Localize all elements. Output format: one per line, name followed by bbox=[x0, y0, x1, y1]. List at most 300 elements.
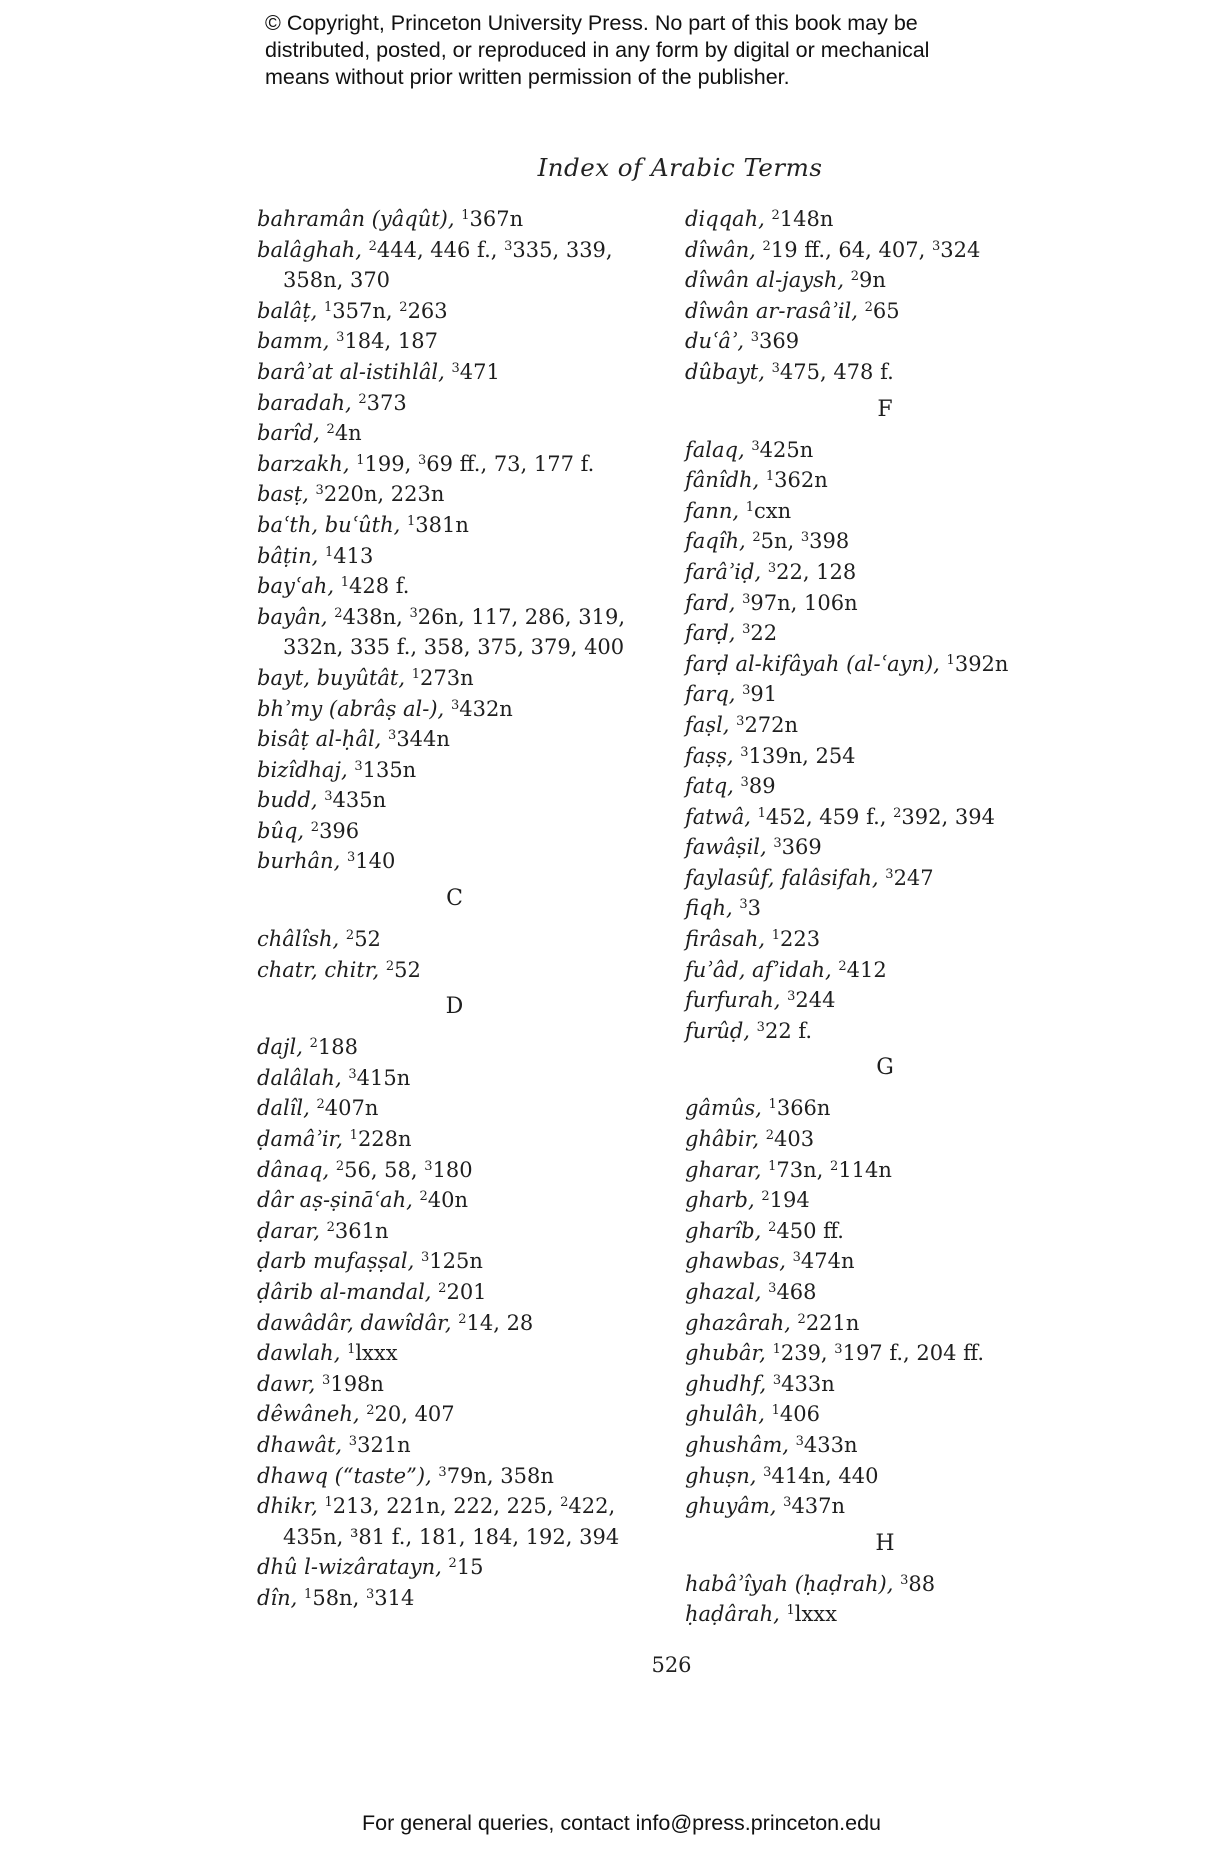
copyright-line: means without prior written permission of the publisher. bbox=[265, 65, 790, 89]
index-term: dawâdâr, dawîdâr, bbox=[257, 1310, 452, 1335]
page-reference: 194 bbox=[769, 1188, 810, 1213]
index-entry bbox=[257, 449, 652, 480]
index-term: farâʾiḍ, bbox=[685, 559, 762, 584]
page-reference: 344n bbox=[396, 727, 450, 752]
volume-number: 3 bbox=[504, 238, 513, 254]
index-term: dawr, bbox=[257, 1371, 316, 1396]
volume-number: 1 bbox=[765, 469, 775, 485]
page-reference: 438n, bbox=[342, 604, 403, 629]
copyright-line: © Copyright, Princeton University Press. No part of this book may be bbox=[265, 11, 918, 35]
index-entry bbox=[257, 755, 652, 786]
index-entry bbox=[685, 802, 1085, 833]
index-term: firâsah, bbox=[685, 927, 766, 952]
index-entry bbox=[685, 465, 1085, 496]
volume-number: 3 bbox=[409, 605, 418, 621]
page-reference: lxxx bbox=[794, 1602, 837, 1627]
volume-number: 3 bbox=[742, 591, 751, 607]
index-entry bbox=[257, 326, 652, 357]
index-entry-continuation: 435n, ³81 f., 181, 184, 192, 394 bbox=[283, 1524, 620, 1549]
index-term: dîn, bbox=[257, 1585, 298, 1610]
index-entry bbox=[257, 388, 652, 419]
index-entry bbox=[257, 1185, 652, 1216]
page-reference: 432n bbox=[459, 696, 513, 721]
page-number: 526 bbox=[651, 1653, 692, 1677]
volume-number: 1 bbox=[768, 1158, 777, 1174]
page-reference: 335, 339, bbox=[512, 237, 613, 262]
page-reference: 396 bbox=[319, 818, 360, 843]
index-term: baradah, bbox=[257, 390, 352, 415]
volume-number: 3 bbox=[834, 1342, 843, 1358]
volume-number: 2 bbox=[419, 1189, 428, 1205]
copyright-line: distributed, posted, or reproduced in any form by digital or mechanical bbox=[265, 38, 930, 62]
page-reference: 247 bbox=[893, 865, 934, 890]
index-term: fann, bbox=[685, 498, 740, 523]
index-term: fard, bbox=[685, 590, 736, 615]
volume-number: 1 bbox=[324, 1495, 333, 1511]
volume-number: 2 bbox=[368, 238, 377, 254]
index-term: dalîl, bbox=[257, 1096, 310, 1121]
volume-number: 3 bbox=[885, 866, 894, 882]
index-entry bbox=[685, 1016, 1085, 1047]
page-reference: 450 ff. bbox=[776, 1218, 844, 1243]
volume-number: 2 bbox=[326, 1219, 335, 1235]
index-term: bahramân (yâqût), bbox=[257, 207, 455, 231]
page-reference: 422, bbox=[568, 1494, 616, 1519]
page-reference: 414n, 440 bbox=[771, 1463, 879, 1488]
page-reference: 435n bbox=[332, 788, 387, 813]
page-reference: 412 bbox=[846, 957, 887, 982]
index-entry bbox=[685, 741, 1085, 772]
volume-number: 2 bbox=[762, 238, 771, 254]
page-reference: 381n bbox=[415, 512, 469, 537]
page-reference: 220n, 223n bbox=[323, 482, 445, 507]
page-reference: 425n bbox=[759, 437, 814, 462]
index-entry bbox=[685, 435, 1085, 466]
volume-number: 1 bbox=[349, 1128, 358, 1144]
index-entry bbox=[685, 1216, 1085, 1247]
index-term: farḍ, bbox=[685, 621, 736, 646]
index-entry bbox=[257, 955, 652, 986]
index-term: bayʿah, bbox=[257, 574, 334, 599]
volume-number: 3 bbox=[931, 238, 941, 254]
volume-number: 2 bbox=[399, 299, 408, 315]
index-letter-heading: C bbox=[446, 886, 463, 912]
page-reference: 15 bbox=[456, 1555, 484, 1580]
index-term: ghazal, bbox=[685, 1280, 762, 1304]
volume-number: 2 bbox=[309, 1036, 318, 1052]
index-entry bbox=[257, 1063, 652, 1094]
volume-number: 3 bbox=[348, 1433, 358, 1449]
volume-number: 2 bbox=[797, 1311, 806, 1327]
index-term: ḍarb mufaṣṣal, bbox=[257, 1249, 415, 1274]
page-reference: 40n bbox=[427, 1188, 468, 1213]
index-term: fatq, bbox=[685, 774, 734, 799]
index-entry bbox=[257, 1552, 652, 1583]
index-term: dhawq (“taste”), bbox=[257, 1463, 432, 1488]
index-entry bbox=[257, 1430, 652, 1461]
page-reference: 433n bbox=[803, 1432, 858, 1457]
volume-number: 2 bbox=[326, 422, 335, 438]
index-entry bbox=[257, 1124, 652, 1155]
page-reference: 244 bbox=[795, 988, 836, 1013]
index-term: dêwâneh, bbox=[257, 1402, 360, 1427]
index-entry bbox=[257, 694, 652, 725]
index-term: habâʾîyah (ḥaḍrah), bbox=[685, 1571, 894, 1596]
volume-number: 1 bbox=[771, 1403, 780, 1419]
volume-number: 2 bbox=[458, 1311, 467, 1327]
index-term: fânîdh, bbox=[685, 468, 760, 493]
index-term: diqqah, bbox=[685, 207, 765, 231]
page-reference: 223 bbox=[780, 927, 821, 952]
volume-number: 2 bbox=[358, 391, 367, 407]
volume-number: 3 bbox=[742, 622, 751, 638]
page-reference: 125n bbox=[429, 1249, 483, 1274]
volume-number: 2 bbox=[448, 1556, 457, 1572]
index-term: faylasûf, falâsifah, bbox=[685, 865, 879, 890]
page-reference: 361n bbox=[334, 1218, 389, 1243]
page-reference: 14, 28 bbox=[466, 1310, 534, 1335]
page-reference: 73n, bbox=[776, 1157, 824, 1182]
index-entry bbox=[685, 235, 1085, 266]
page-reference: 468 bbox=[776, 1280, 817, 1304]
index-entry bbox=[685, 1124, 1085, 1155]
index-term: faṣl, bbox=[685, 712, 730, 737]
index-entry bbox=[257, 1338, 652, 1369]
index-entry bbox=[685, 955, 1085, 986]
index-entry bbox=[685, 771, 1085, 802]
page-reference: 407n bbox=[324, 1096, 379, 1121]
volume-number: 1 bbox=[786, 1603, 795, 1619]
index-term: bayân, bbox=[257, 604, 328, 629]
page-reference: 180 bbox=[432, 1157, 473, 1182]
volume-number: 3 bbox=[736, 713, 745, 729]
index-entry bbox=[257, 357, 652, 388]
index-term: châlîsh, bbox=[257, 927, 340, 952]
page-reference: 228n bbox=[357, 1127, 412, 1152]
index-term: fiqh, bbox=[685, 896, 733, 921]
page-reference: 413 bbox=[333, 543, 374, 568]
index-term: furûḍ, bbox=[685, 1018, 750, 1043]
index-entry bbox=[257, 1155, 652, 1186]
volume-number: 3 bbox=[787, 989, 796, 1005]
page-reference: 367n bbox=[469, 207, 524, 231]
page-reference: 199, bbox=[364, 451, 412, 476]
index-entry bbox=[257, 1032, 652, 1063]
volume-number: 3 bbox=[336, 330, 345, 346]
index-term: ḍamâʾir, bbox=[257, 1127, 343, 1152]
index-term: bhʾmy (abrâṣ al-), bbox=[257, 696, 445, 721]
index-entry bbox=[257, 418, 652, 449]
volume-number: 3 bbox=[450, 697, 460, 713]
index-term: ghawbas, bbox=[685, 1249, 786, 1274]
volume-number: 2 bbox=[752, 530, 761, 546]
volume-number: 2 bbox=[560, 1495, 569, 1511]
volume-number: 3 bbox=[348, 1066, 357, 1082]
volume-number: 1 bbox=[757, 805, 766, 821]
index-term: ḥaḍârah, bbox=[685, 1602, 780, 1627]
page-reference: 475, 478 f. bbox=[779, 359, 894, 384]
volume-number: 3 bbox=[315, 483, 324, 499]
page-reference: 373 bbox=[366, 390, 407, 415]
index-letter-heading: D bbox=[445, 994, 464, 1020]
volume-number: 3 bbox=[792, 1250, 801, 1266]
index-entry bbox=[257, 785, 652, 816]
index-term: bayt, buyûtât, bbox=[257, 665, 406, 690]
index-term: ghâbir, bbox=[685, 1127, 760, 1152]
index-term: dajl, bbox=[257, 1035, 303, 1060]
page-reference: 79n, 358n bbox=[446, 1463, 554, 1488]
page-reference: 362n bbox=[774, 468, 828, 493]
page-reference: 9n bbox=[859, 268, 886, 293]
page-reference: 471 bbox=[459, 359, 500, 384]
page-reference: 148n bbox=[779, 207, 834, 231]
index-term: dhikr, bbox=[257, 1494, 318, 1519]
page-title: Index of Arabic Terms bbox=[537, 153, 823, 182]
index-term: bûq, bbox=[257, 818, 305, 843]
volume-number: 2 bbox=[335, 1158, 345, 1174]
page-reference: 135n bbox=[362, 757, 417, 782]
index-entry bbox=[685, 1430, 1085, 1461]
volume-number: 3 bbox=[900, 1572, 909, 1588]
index-entry bbox=[685, 832, 1085, 863]
page-reference: 188 bbox=[317, 1035, 358, 1060]
volume-number: 2 bbox=[838, 958, 847, 974]
index-entry bbox=[685, 1461, 1085, 1492]
volume-number: 3 bbox=[324, 789, 333, 805]
volume-number: 2 bbox=[771, 208, 780, 223]
volume-number: 3 bbox=[767, 560, 777, 576]
page-reference: 52 bbox=[394, 957, 421, 982]
volume-number: 1 bbox=[768, 1097, 777, 1113]
volume-number: 2 bbox=[830, 1158, 839, 1174]
volume-number: 1 bbox=[325, 544, 334, 560]
index-entry bbox=[685, 557, 1085, 588]
index-term: dânaq, bbox=[257, 1157, 330, 1182]
page-reference: 369 bbox=[781, 835, 822, 860]
volume-number: 1 bbox=[771, 928, 781, 944]
index-term: baʿth, buʿûth, bbox=[257, 512, 401, 537]
index-entry bbox=[257, 816, 652, 847]
page-reference: 273n bbox=[420, 665, 474, 690]
index-term: gharîb, bbox=[685, 1218, 762, 1243]
volume-number: 1 bbox=[461, 208, 470, 223]
page-reference: 91 bbox=[750, 682, 778, 707]
page-title-wrap bbox=[0, 153, 1225, 182]
page-reference: 97n, 106n bbox=[750, 590, 858, 615]
volume-number: 1 bbox=[772, 1342, 781, 1358]
index-entry bbox=[685, 1185, 1085, 1216]
volume-number: 3 bbox=[772, 1372, 782, 1388]
page-reference: 428 f. bbox=[348, 574, 410, 599]
index-term: gâmûs, bbox=[685, 1096, 762, 1121]
index-entry bbox=[257, 571, 652, 602]
volume-number: 3 bbox=[388, 728, 397, 744]
index-term: dalâlah, bbox=[257, 1065, 342, 1090]
page-reference: 198n bbox=[330, 1371, 384, 1396]
volume-number: 2 bbox=[438, 1281, 447, 1296]
volume-number: 3 bbox=[742, 683, 751, 699]
page-reference: 89 bbox=[748, 774, 776, 799]
index-term: budd, bbox=[257, 788, 318, 813]
index-entry bbox=[685, 1155, 1085, 1186]
volume-number: 3 bbox=[322, 1372, 331, 1388]
index-term: farq, bbox=[685, 682, 736, 707]
volume-number: 3 bbox=[750, 330, 760, 346]
index-term: dîwân al-jaysh, bbox=[685, 268, 845, 293]
index-entry bbox=[685, 1308, 1085, 1339]
volume-number: 3 bbox=[354, 758, 363, 774]
volume-number: 3 bbox=[763, 1464, 772, 1480]
volume-number: 3 bbox=[795, 1433, 804, 1449]
index-entry bbox=[685, 1369, 1085, 1400]
page-reference: 5n, bbox=[760, 529, 795, 554]
footer-contact: For general queries, contact info@press.princeton.edu bbox=[361, 1811, 881, 1835]
volume-number: 1 bbox=[745, 499, 754, 515]
volume-number: 1 bbox=[946, 652, 955, 668]
volume-number: 2 bbox=[850, 269, 860, 285]
index-entry bbox=[685, 710, 1085, 741]
index-entry bbox=[257, 846, 652, 877]
volume-number: 1 bbox=[324, 299, 333, 315]
index-term: faqîh, bbox=[685, 529, 746, 554]
index-letter-heading: F bbox=[877, 396, 893, 422]
index-entry bbox=[685, 649, 1085, 680]
index-term: fatwâ, bbox=[685, 804, 751, 829]
index-term: barîd, bbox=[257, 421, 320, 446]
index-term: fuʾâd, afʾidah, bbox=[685, 957, 832, 982]
page-reference: 392, 394 bbox=[901, 804, 995, 829]
page-reference: 321n bbox=[357, 1432, 411, 1457]
volume-number: 1 bbox=[347, 1342, 356, 1358]
copyright-notice bbox=[265, 10, 1025, 91]
index-entry bbox=[257, 1369, 652, 1400]
volume-number: 3 bbox=[740, 775, 749, 791]
page-reference: 26n, 117, 286, 319, bbox=[417, 604, 626, 629]
index-entry bbox=[257, 1093, 652, 1124]
index-term: duʿâʾ, bbox=[685, 329, 745, 354]
page-reference: 369 bbox=[759, 329, 800, 354]
volume-number: 2 bbox=[316, 1097, 325, 1113]
index-entry bbox=[685, 863, 1085, 894]
volume-number: 3 bbox=[438, 1464, 447, 1480]
volume-number: 1 bbox=[411, 666, 421, 682]
index-term: dûbayt, bbox=[685, 359, 765, 384]
index-entry bbox=[685, 1277, 1085, 1308]
index-term: balâghah, bbox=[257, 237, 362, 262]
page-reference: 19 ff., 64, 407, bbox=[770, 237, 926, 262]
volume-number: 3 bbox=[421, 1250, 430, 1266]
volume-number: 3 bbox=[800, 530, 810, 546]
index-term: bâṭin, bbox=[257, 543, 319, 568]
page-reference: 398 bbox=[809, 529, 850, 554]
index-entry bbox=[685, 326, 1085, 357]
page-reference: 184, 187 bbox=[344, 329, 438, 354]
index-entry bbox=[685, 265, 1085, 296]
index-term: bamm, bbox=[257, 329, 330, 354]
index-entry bbox=[685, 924, 1085, 955]
index-entry bbox=[257, 235, 652, 266]
index-term: burhân, bbox=[257, 849, 341, 874]
index-term: balâṭ, bbox=[257, 298, 318, 323]
volume-number: 2 bbox=[893, 805, 902, 821]
index-term: dîwân, bbox=[685, 237, 756, 262]
page-reference: 69 ff., 73, 177 f. bbox=[426, 451, 595, 476]
page-reference: 22 f. bbox=[764, 1018, 813, 1043]
index-entry bbox=[685, 357, 1085, 388]
index-entry bbox=[257, 1308, 652, 1339]
index-term: basṭ, bbox=[257, 482, 309, 507]
index-entry bbox=[685, 1246, 1085, 1277]
page-reference: 22 bbox=[750, 621, 778, 646]
page-reference: 52 bbox=[354, 927, 381, 952]
index-letter-heading: H bbox=[875, 1530, 895, 1556]
page-reference: 213, 221n, 222, 225, bbox=[332, 1494, 554, 1519]
page-reference: 239, bbox=[780, 1341, 828, 1366]
index-entry-continuation: 358n, 370 bbox=[283, 268, 391, 293]
volume-number: 2 bbox=[334, 605, 343, 621]
index-entry bbox=[257, 1277, 652, 1308]
volume-number: 3 bbox=[739, 897, 748, 913]
volume-number: 3 bbox=[751, 438, 760, 454]
index-term: gharar, bbox=[685, 1157, 762, 1182]
index-term: ḍârib al-mandal, bbox=[257, 1280, 432, 1304]
volume-number: 3 bbox=[346, 850, 356, 866]
page-reference: cxn bbox=[754, 498, 792, 523]
index-term: ḍarar, bbox=[257, 1218, 320, 1243]
page-reference: 20, 407 bbox=[374, 1402, 455, 1427]
page-reference: 366n bbox=[776, 1096, 831, 1121]
index-term: dhû l-wizâratayn, bbox=[257, 1555, 442, 1580]
page-reference: 437n bbox=[791, 1494, 846, 1519]
index-entry bbox=[685, 296, 1085, 327]
index-term: chatr, chitr, bbox=[257, 957, 380, 982]
volume-number: 2 bbox=[761, 1189, 770, 1205]
volume-number: 3 bbox=[783, 1495, 792, 1511]
volume-number: 2 bbox=[864, 299, 873, 315]
index-entry bbox=[685, 526, 1085, 557]
page-reference: 357n, bbox=[332, 298, 393, 323]
index-entry bbox=[257, 1216, 652, 1247]
volume-number: 3 bbox=[417, 452, 427, 468]
index-entry bbox=[257, 510, 652, 541]
page-reference: 4n bbox=[334, 421, 362, 446]
volume-number: 3 bbox=[768, 1281, 777, 1296]
page-reference: 140 bbox=[355, 849, 396, 874]
page-reference: lxxx bbox=[355, 1341, 398, 1366]
volume-number: 1 bbox=[304, 1586, 313, 1602]
index-entry bbox=[685, 1399, 1085, 1430]
volume-number: 1 bbox=[356, 452, 365, 468]
volume-number: 3 bbox=[773, 836, 782, 852]
volume-number: 3 bbox=[756, 1019, 765, 1035]
index-term: ghushâm, bbox=[685, 1432, 789, 1457]
index-term: falaq, bbox=[685, 437, 745, 462]
index-term: farḍ al-kifâyah (al-ʿayn), bbox=[685, 651, 940, 676]
page-reference: 444, 446 f., bbox=[376, 237, 498, 262]
index-term: dawlah, bbox=[257, 1341, 341, 1366]
volume-number: 2 bbox=[345, 928, 355, 944]
index-term: fawâṣil, bbox=[685, 835, 767, 860]
index-entry bbox=[685, 893, 1085, 924]
page-reference: 403 bbox=[774, 1127, 815, 1152]
index-term: dâr aṣ-ṣināʿah, bbox=[257, 1188, 413, 1213]
index-term: ghuyâm, bbox=[685, 1494, 777, 1519]
index-term: ghudhf, bbox=[685, 1371, 767, 1396]
volume-number: 3 bbox=[365, 1586, 375, 1602]
page-reference: 139n, 254 bbox=[748, 743, 856, 768]
index-entry bbox=[257, 1246, 652, 1277]
index-entry bbox=[685, 204, 1085, 235]
